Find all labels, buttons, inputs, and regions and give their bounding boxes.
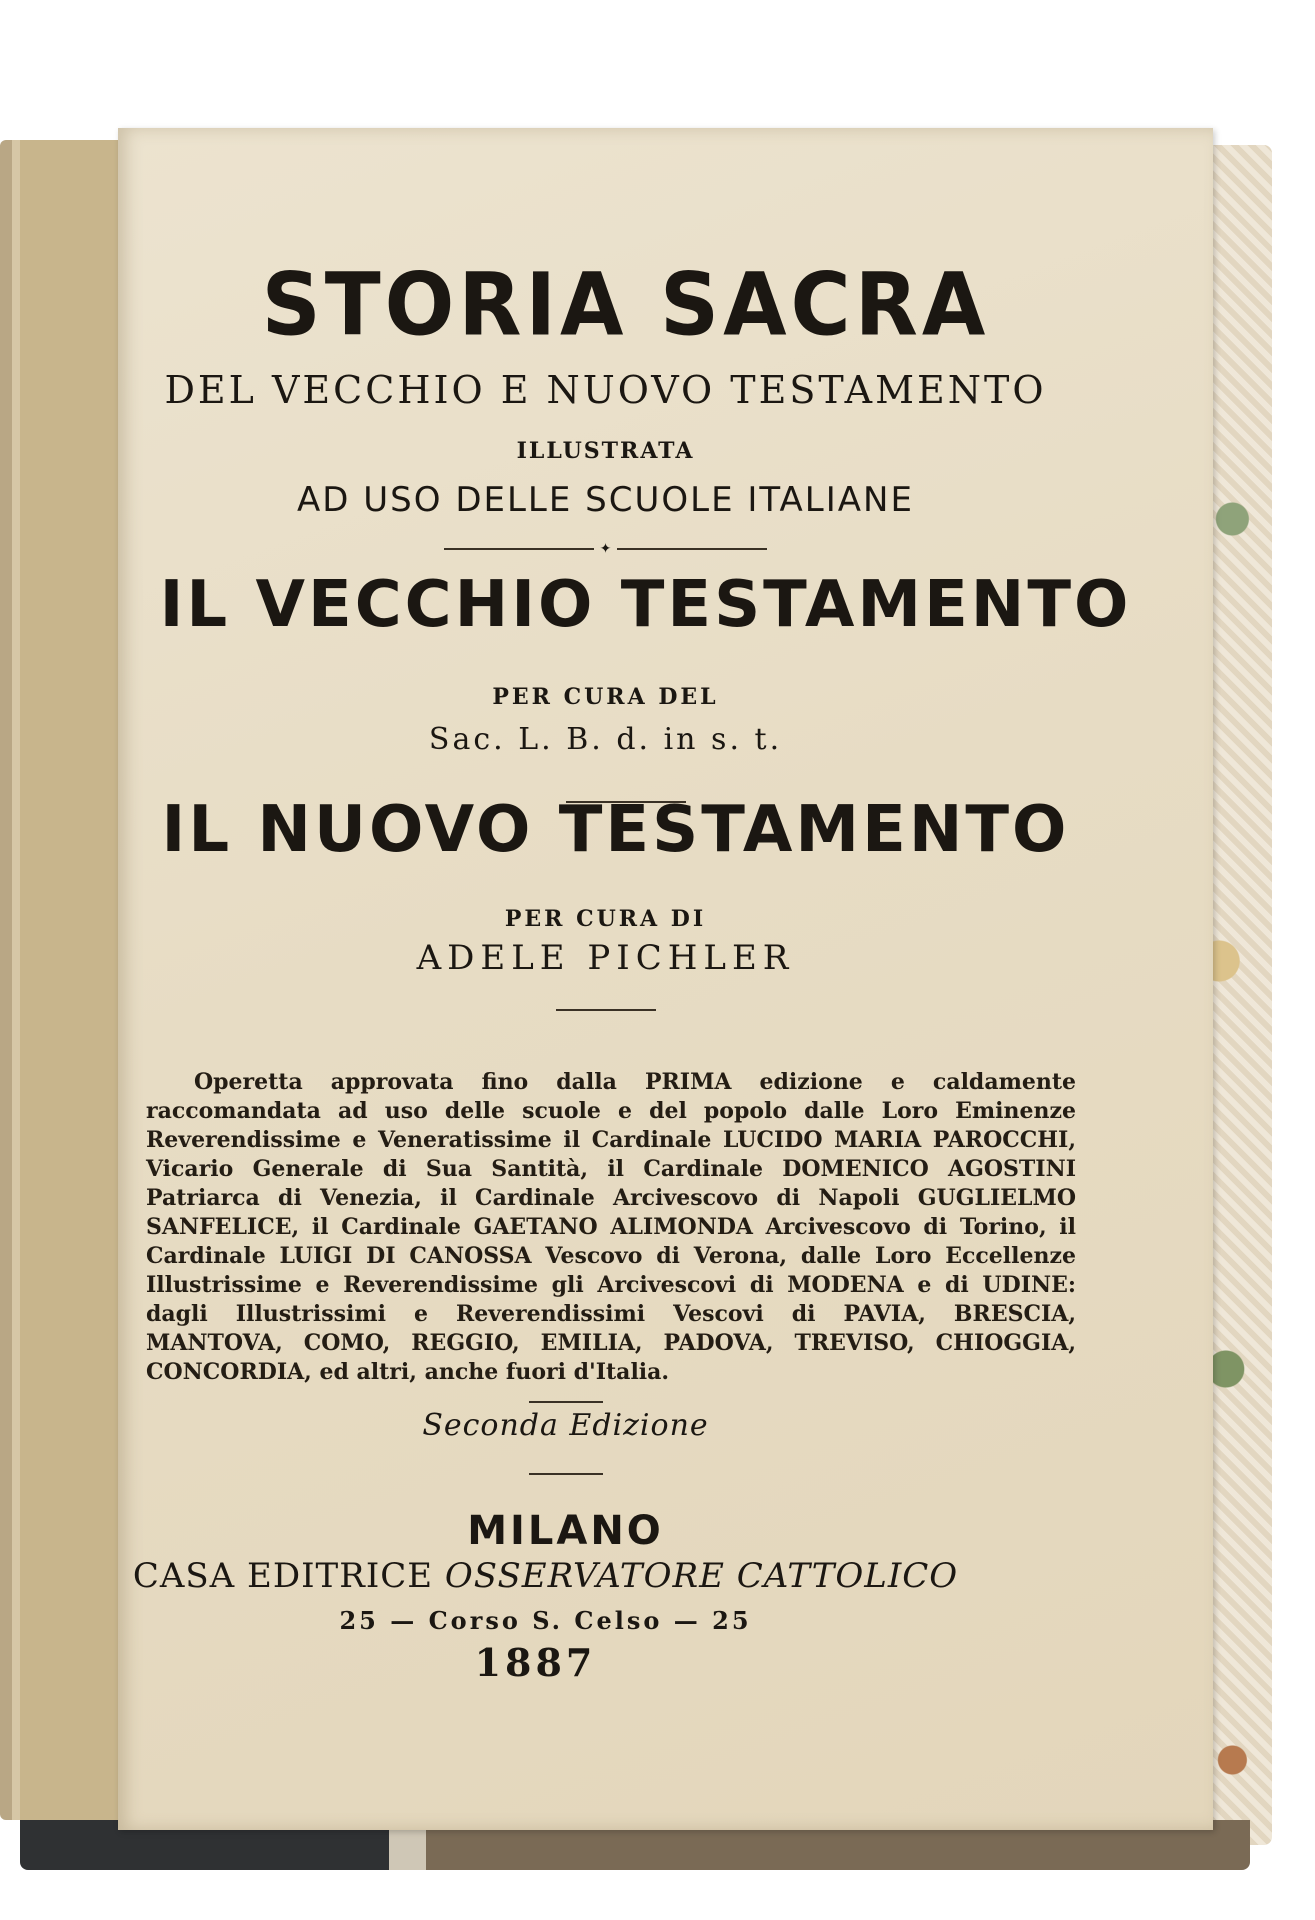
nuovo-testamento-heading: IL NUOVO TESTAMENTO (161, 793, 1070, 867)
publication-year: 1887 (474, 1640, 597, 1685)
illustrata-label: ILLUSTRATA (516, 438, 695, 464)
book-title: STORIA SACRA (261, 255, 990, 356)
nuovo-per-cura: PER CURA DI (504, 906, 707, 932)
usage-line: AD USO DELLE SCUOLE ITALIANE (297, 480, 914, 520)
publisher-line (0, 1556, 1093, 1596)
book-subtitle: DEL VECCHIO E NUOVO TESTAMENTO (164, 368, 1047, 412)
publisher-address: 25 — Corso S. Celso — 25 (339, 1606, 752, 1635)
ornament-divider: ✦ (58, 538, 1153, 554)
publisher-name: OSSERVATORE CATTOLICO (444, 1556, 959, 1596)
nuovo-author: ADELE PICHLER (416, 938, 795, 978)
edition-label: Seconda Edizione (422, 1408, 709, 1443)
publisher-prefix: CASA EDITRICE (132, 1556, 434, 1596)
vecchio-per-cura: PER CURA DEL (492, 684, 719, 710)
vecchio-testamento-heading: IL VECCHIO TESTAMENTO (159, 568, 1132, 642)
publication-city: MILANO (467, 1508, 664, 1554)
title-page (118, 128, 1213, 1830)
vecchio-author: Sac. L. B. d. in s. t. (428, 722, 783, 757)
approval-paragraph: Operetta approvata fino dalla PRIMA edizione e caldamente raccomandata ad uso delle scuole e del popolo dalle Loro Eminenze Reverendissime e Veneratissime il Cardinale LUCIDO MARIA PAROCCHI, Vicario Generale di Sua Santità, il Cardinale DOMENICO AGOSTINI Patriarca di Venezia, il Cardinale Arcivescovo di Napoli GUGLIELMO SANFELICE, il Cardinale GAETANO ALIMONDA Arcivescovo di Torino, il Cardinale LUIGI DI CANOSSA Vescovo di Verona, dalle Loro Eccellenze Illustrissime e Reverendissime gli Arcivescovi di MODENA e di UDINE: dagli Illustrissimi e Reverendissimi Vescovi di PAVIA, BRESCIA, MANTOVA, COMO, REGGIO, EMILIA, PADOVA, TREVISO, CHIOGGIA, CONCORDIA, ed altri, anche fuori d'Italia. (146, 1069, 1076, 1385)
